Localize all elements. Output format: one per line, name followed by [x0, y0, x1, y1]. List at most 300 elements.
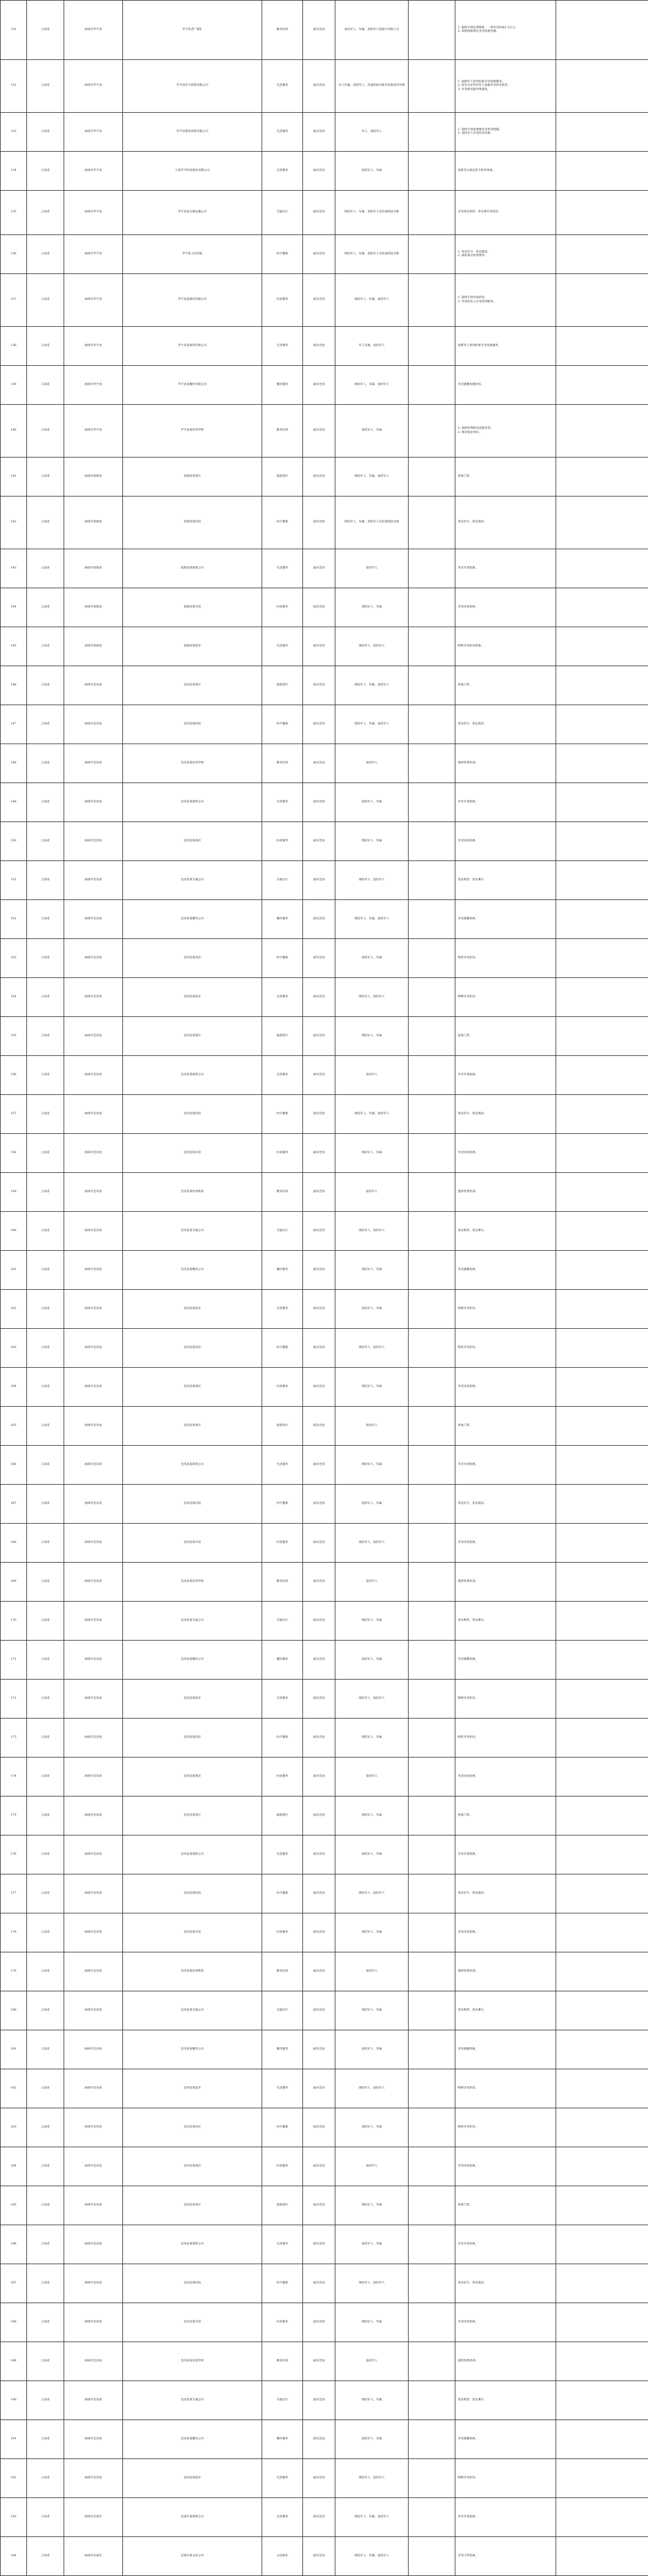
category-cell: 旅游景区 — [262, 458, 303, 496]
category-cell: 餐饮服务 — [262, 2420, 303, 2459]
remark-cell — [556, 327, 648, 366]
count-cell — [409, 496, 455, 549]
policy-cell — [455, 1758, 556, 1796]
policy-cell — [455, 496, 556, 549]
table-row — [1, 152, 648, 191]
target-group-cell: 退役军人 — [335, 1173, 409, 1212]
row-number-cell: 167 — [1, 1485, 27, 1524]
count-cell — [409, 1134, 455, 1173]
policy-cell — [455, 705, 556, 744]
policy-cell — [455, 1719, 556, 1758]
remark-cell — [556, 152, 648, 191]
scope-cell: 面向全国 — [303, 1251, 335, 1290]
policy-cell — [455, 458, 556, 496]
policy-line: 购药享受折扣。 — [458, 2125, 478, 2129]
policy-line: 购物享受折扣。 — [458, 2476, 478, 2479]
province-cell: 云南省 — [27, 2303, 64, 2342]
category-cell: 餐饮服务 — [262, 900, 303, 939]
policy-line: 享受住宿优惠。 — [458, 1774, 478, 1778]
city-cell: 曲靖市会泽县 — [64, 1368, 123, 1407]
table-row — [1, 2498, 648, 2537]
organization-cell: 会泽县某医院 — [123, 705, 262, 744]
target-group-cell: 现役军人、军属、退役军人及其他优抚对象 — [335, 496, 409, 549]
city-cell: 曲靖市会泽县 — [64, 2381, 123, 2420]
table-row — [1, 978, 648, 1017]
city-cell: 曲靖市会泽县 — [64, 1913, 123, 1952]
organization-cell: 罗平县人民医院 — [123, 235, 262, 274]
scope-cell: 面向全国 — [303, 1446, 335, 1485]
policy-line: 享受住宿优惠。 — [458, 2164, 478, 2168]
province-cell: 云南省 — [27, 2030, 64, 2069]
city-cell: 曲靖市会泽县 — [64, 978, 123, 1017]
count-cell — [409, 113, 455, 152]
category-cell: 生活服务 — [262, 1680, 303, 1719]
scope-cell: 面向全国 — [303, 2225, 335, 2264]
province-cell: 云南省 — [27, 1095, 64, 1134]
category-cell: 旅游景区 — [262, 666, 303, 705]
row-number-cell: 184 — [1, 2147, 27, 2186]
row-number-cell: 133 — [1, 113, 27, 152]
policy-line: 提供免费培训。 — [458, 1579, 478, 1583]
policy-cell — [455, 1835, 556, 1874]
province-cell: 云南省 — [27, 1524, 64, 1563]
city-cell: 曲靖市富源县 — [64, 588, 123, 627]
policy-cell — [455, 2147, 556, 2186]
count-cell — [409, 666, 455, 705]
scope-cell: 面向全国 — [303, 2342, 335, 2381]
target-group-cell: 现役军人、军属、退役军人及其他优抚对象 — [335, 191, 409, 235]
count-cell — [409, 60, 455, 113]
count-cell — [409, 822, 455, 861]
target-group-cell: 退役军人 — [335, 1563, 409, 1602]
target-group-cell: 现役军人、军属 — [335, 822, 409, 861]
remark-cell — [556, 1796, 648, 1835]
count-cell — [409, 235, 455, 274]
policy-line: 购药享受折扣。 — [458, 956, 478, 959]
policy-line: 享受就餐优惠。 — [458, 2047, 478, 2051]
province-cell: 云南省 — [27, 2537, 64, 2576]
target-group-cell: 现役军人、军属 — [335, 1251, 409, 1290]
city-cell: 曲靖市会泽县 — [64, 2342, 123, 2381]
organization-cell: 会泽县某药店 — [123, 939, 262, 978]
table-row — [1, 744, 648, 783]
table-row — [1, 274, 648, 327]
policy-cell — [455, 1680, 556, 1719]
city-cell: 曲靖市会泽县 — [64, 1524, 123, 1563]
table-row — [1, 1134, 648, 1173]
province-cell: 云南省 — [27, 2459, 64, 2498]
scope-cell: 面向全国 — [303, 274, 335, 327]
table-row — [1, 588, 648, 627]
remark-cell — [556, 1563, 648, 1602]
organization-cell: 富源县某商贸公司 — [123, 549, 262, 588]
table-row — [1, 2186, 648, 2225]
row-number-cell: 185 — [1, 2186, 27, 2225]
target-group-cell: 现役军人、军属 — [335, 2303, 409, 2342]
organization-cell: 罗平县某商贸有限公司 — [123, 327, 262, 366]
table-row — [1, 2459, 648, 2498]
policy-cell — [455, 549, 556, 588]
policy-line: 购物享受折扣。 — [458, 2086, 478, 2090]
scope-cell: 面向全国 — [303, 1913, 335, 1952]
category-cell: 住宿服务 — [262, 1913, 303, 1952]
city-cell: 曲靖市富源县 — [64, 627, 123, 666]
province-cell: 云南省 — [27, 1329, 64, 1368]
table-row — [1, 1719, 648, 1758]
target-group-cell: 现役军人、军属、退役军人 — [335, 900, 409, 939]
count-cell — [409, 1056, 455, 1095]
table-row — [1, 1485, 648, 1524]
target-group-cell: 退役军人、军属 — [335, 1641, 409, 1680]
province-cell: 云南省 — [27, 327, 64, 366]
policy-line: 享受专项优惠。 — [458, 2515, 478, 2518]
city-cell: 曲靖市罗平县 — [64, 274, 123, 327]
organization-cell: 会泽县某医院 — [123, 1485, 262, 1524]
policy-line: 2. 退役军人享受同等优惠。 — [458, 132, 493, 135]
province-cell: 云南省 — [27, 1134, 64, 1173]
count-cell — [409, 1991, 455, 2030]
province-cell: 云南省 — [27, 2225, 64, 2264]
category-cell: 生活服务 — [262, 549, 303, 588]
province-cell: 云南省 — [27, 60, 64, 113]
city-cell: 曲靖市会泽县 — [64, 1173, 123, 1212]
count-cell — [409, 939, 455, 978]
organization-cell: 宣威市某商贸公司 — [123, 2498, 262, 2537]
scope-cell: 面向全国 — [303, 1641, 335, 1680]
province-cell: 云南省 — [27, 1602, 64, 1641]
city-cell: 曲靖市会泽县 — [64, 1446, 123, 1485]
count-cell — [409, 2342, 455, 2381]
target-group-cell: 现役军人、军属、退役军人 — [335, 366, 409, 405]
count-cell — [409, 2537, 455, 2576]
policy-line: 3. 享受相关服务费减免。 — [458, 88, 491, 91]
organization-cell: 会泽县某宾馆 — [123, 1913, 262, 1952]
category-cell: 交通出行 — [262, 191, 303, 235]
row-number-cell: 131 — [1, 1, 27, 60]
city-cell: 曲靖市会泽县 — [64, 1602, 123, 1641]
remark-cell — [556, 2498, 648, 2537]
city-cell: 曲靖市会泽县 — [64, 1134, 123, 1173]
city-cell: 曲靖市罗平县 — [64, 60, 123, 113]
target-group-cell: 现役军人、军属 — [335, 1017, 409, 1056]
province-cell: 云南省 — [27, 627, 64, 666]
remark-cell — [556, 900, 648, 939]
scope-cell: 面向全国 — [303, 1329, 335, 1368]
row-number-cell: 174 — [1, 1758, 27, 1796]
category-cell: 医疗健康 — [262, 1095, 303, 1134]
organization-cell: 会泽县某商贸公司 — [123, 1835, 262, 1874]
province-cell: 云南省 — [27, 1407, 64, 1446]
city-cell: 曲靖市罗平县 — [64, 405, 123, 458]
remark-cell — [556, 2147, 648, 2186]
policy-line: 享受专项优惠。 — [458, 800, 478, 804]
remark-cell — [556, 939, 648, 978]
policy-line: 2. 减免部分检查费用。 — [458, 254, 488, 257]
province-cell: 云南省 — [27, 1835, 64, 1874]
table-row — [1, 1407, 648, 1446]
target-group-cell: 现役军人、军属 — [335, 1368, 409, 1407]
row-number-cell: 159 — [1, 1173, 27, 1212]
remark-cell — [556, 1758, 648, 1796]
row-number-cell: 155 — [1, 1017, 27, 1056]
policy-line: 1. 提供免费职业技能培训。 — [458, 427, 493, 431]
row-number-cell: 136 — [1, 235, 27, 274]
target-group-cell: 现役军人、军属 — [335, 1796, 409, 1835]
category-cell: 生活服务 — [262, 2069, 303, 2108]
scope-cell: 面向全国 — [303, 1835, 335, 1874]
policy-line: 购药享受折扣。 — [458, 1735, 478, 1739]
category-cell: 生活服务 — [262, 1446, 303, 1485]
remark-cell — [556, 458, 648, 496]
table-row — [1, 2225, 648, 2264]
remark-cell — [556, 744, 648, 783]
remark-cell — [556, 2264, 648, 2303]
organization-cell: 会泽县某景区 — [123, 1017, 262, 1056]
row-number-cell: 164 — [1, 1368, 27, 1407]
category-cell: 生活服务 — [262, 978, 303, 1017]
count-cell — [409, 1641, 455, 1680]
policy-cell — [455, 1173, 556, 1212]
count-cell — [409, 1368, 455, 1407]
organization-cell: 会泽县某药店 — [123, 1719, 262, 1758]
table-row — [1, 366, 648, 405]
target-group-cell: 现役军人、退役军人 — [335, 1874, 409, 1913]
organization-cell: 会泽县某宾馆 — [123, 2303, 262, 2342]
count-cell — [409, 458, 455, 496]
count-cell — [409, 2381, 455, 2420]
city-cell: 曲靖市罗平县 — [64, 152, 123, 191]
organization-cell: 罗平县某酒店有限公司 — [123, 274, 262, 327]
organization-cell: 会泽县某培训机构 — [123, 1952, 262, 1991]
province-cell: 云南省 — [27, 1758, 64, 1796]
policy-cell — [455, 900, 556, 939]
remark-cell — [556, 666, 648, 705]
city-cell: 曲靖市会泽县 — [64, 783, 123, 822]
city-cell: 曲靖市富源县 — [64, 458, 123, 496]
table-row — [1, 60, 648, 113]
policy-line: 免收门票。 — [458, 1813, 472, 1817]
policy-line: 免收门票。 — [458, 1424, 472, 1427]
organization-cell: 会泽县某培训学校 — [123, 744, 262, 783]
scope-cell: 面向全国 — [303, 1563, 335, 1602]
remark-cell — [556, 2537, 648, 2576]
city-cell: 曲靖市会泽县 — [64, 2030, 123, 2069]
province-cell: 云南省 — [27, 1368, 64, 1407]
scope-cell: 面向全国 — [303, 2381, 335, 2420]
row-number-cell: 178 — [1, 1913, 27, 1952]
target-group-cell: 退役军人 — [335, 744, 409, 783]
row-number-cell: 157 — [1, 1095, 27, 1134]
table-row — [1, 900, 648, 939]
policy-cell — [455, 2420, 556, 2459]
count-cell — [409, 2303, 455, 2342]
table-row — [1, 2381, 648, 2420]
province-cell: 云南省 — [27, 235, 64, 274]
policy-cell — [455, 1446, 556, 1485]
count-cell — [409, 2225, 455, 2264]
organization-cell: 会泽县某餐饮公司 — [123, 900, 262, 939]
table-row — [1, 1, 648, 60]
organization-cell: 会泽县某商贸公司 — [123, 783, 262, 822]
city-cell: 曲靖市会泽县 — [64, 2147, 123, 2186]
province-cell: 云南省 — [27, 1, 64, 60]
organization-cell: 宣威市某文化公司 — [123, 2537, 262, 2576]
category-cell: 医疗健康 — [262, 2264, 303, 2303]
province-cell: 云南省 — [27, 458, 64, 496]
target-group-cell: 现役军人、退役军人 — [335, 1329, 409, 1368]
row-number-cell: 135 — [1, 191, 27, 235]
remark-cell — [556, 1485, 648, 1524]
row-number-cell: 175 — [1, 1796, 27, 1835]
count-cell — [409, 1212, 455, 1251]
count-cell — [409, 1913, 455, 1952]
target-group-cell: 现役军人、军属 — [335, 1719, 409, 1758]
scope-cell: 面向全国 — [303, 783, 335, 822]
organization-cell: 罗平县某餐饮有限公司 — [123, 366, 262, 405]
policy-cell — [455, 2381, 556, 2420]
scope-cell: 面向全国 — [303, 2030, 335, 2069]
remark-cell — [556, 366, 648, 405]
remark-cell — [556, 1913, 648, 1952]
policy-line: 优先挂号、优先就诊。 — [458, 1112, 487, 1115]
row-number-cell: 154 — [1, 978, 27, 1017]
province-cell: 云南省 — [27, 2381, 64, 2420]
count-cell — [409, 1173, 455, 1212]
row-number-cell: 143 — [1, 549, 27, 588]
organization-cell: 罗平县乐天商贸有限公司 — [123, 60, 262, 113]
remark-cell — [556, 1680, 648, 1719]
policy-line: 2. 推荐就业岗位。 — [458, 431, 482, 434]
row-number-cell: 141 — [1, 458, 27, 496]
count-cell — [409, 274, 455, 327]
city-cell: 曲靖市会泽县 — [64, 1952, 123, 1991]
table-row — [1, 191, 648, 235]
organization-cell: 富源县某景区 — [123, 458, 262, 496]
target-group-cell: 退役军人、军属 — [335, 2420, 409, 2459]
organization-cell: 会泽县某宾馆 — [123, 1524, 262, 1563]
city-cell: 曲靖市会泽县 — [64, 822, 123, 861]
province-cell: 云南省 — [27, 366, 64, 405]
category-cell: 住宿服务 — [262, 274, 303, 327]
row-number-cell: 171 — [1, 1641, 27, 1680]
province-cell: 云南省 — [27, 1991, 64, 2030]
category-cell: 旅游景区 — [262, 1796, 303, 1835]
organization-cell: 会泽县某餐饮公司 — [123, 2420, 262, 2459]
table-row — [1, 1835, 648, 1874]
scope-cell: 面向全国 — [303, 1134, 335, 1173]
row-number-cell: 158 — [1, 1134, 27, 1173]
target-group-cell: 退役军人 — [335, 2342, 409, 2381]
count-cell — [409, 549, 455, 588]
category-cell: 餐饮服务 — [262, 1251, 303, 1290]
remark-cell — [556, 1446, 648, 1485]
policy-line: 优先挂号、优先就诊。 — [458, 722, 487, 726]
target-group-cell: 现役军人、退役军人 — [335, 861, 409, 900]
scope-cell: 面向全国 — [303, 1212, 335, 1251]
target-group-cell: 退役军人 — [335, 1952, 409, 1991]
organization-cell: 会泽县某景区 — [123, 1796, 262, 1835]
policy-line: 免收门票。 — [458, 683, 472, 687]
policy-cell — [455, 1524, 556, 1563]
table-row — [1, 1251, 648, 1290]
province-cell: 云南省 — [27, 191, 64, 235]
count-cell — [409, 783, 455, 822]
policy-line: 1. 提供专项住宿折扣。 — [458, 296, 488, 300]
row-number-cell: 152 — [1, 900, 27, 939]
policy-line: 提供免费培训。 — [458, 1190, 478, 1193]
row-number-cell: 137 — [1, 274, 27, 327]
policy-cell — [455, 2069, 556, 2108]
city-cell: 曲靖市富源县 — [64, 549, 123, 588]
table-row — [1, 2069, 648, 2108]
organization-cell: 会泽县某医院 — [123, 1095, 262, 1134]
row-number-cell: 162 — [1, 1290, 27, 1329]
policy-line: 购药享受折扣。 — [458, 1346, 478, 1349]
remark-cell — [556, 1290, 648, 1329]
table-row — [1, 1991, 648, 2030]
remark-cell — [556, 191, 648, 235]
remark-cell — [556, 496, 648, 549]
policy-line: 享受专项优惠。 — [458, 1462, 478, 1466]
table-row — [1, 327, 648, 366]
organization-cell: 会泽县某超市 — [123, 1680, 262, 1719]
target-group-cell: 退役军人、军属 — [335, 152, 409, 191]
remark-cell — [556, 1407, 648, 1446]
remark-cell — [556, 2459, 648, 2498]
city-cell: 曲靖市会泽县 — [64, 1290, 123, 1329]
city-cell: 曲靖市会泽县 — [64, 861, 123, 900]
count-cell — [409, 1290, 455, 1329]
table-row — [1, 405, 648, 458]
table-row — [1, 1563, 648, 1602]
remark-cell — [556, 1952, 648, 1991]
policy-line: 享受住宿优惠。 — [458, 1930, 478, 1934]
city-cell: 曲靖市会泽县 — [64, 2186, 123, 2225]
table-row — [1, 496, 648, 549]
policy-line: 免收门票。 — [458, 1034, 472, 1037]
category-cell: 医疗健康 — [262, 705, 303, 744]
policy-cell — [455, 744, 556, 783]
organization-cell: 会泽县某超市 — [123, 2069, 262, 2108]
remark-cell — [556, 1368, 648, 1407]
remark-cell — [556, 783, 648, 822]
policy-line: 优先购票、优先乘车。 — [458, 1229, 487, 1232]
category-cell: 交通出行 — [262, 1602, 303, 1641]
policy-line: 享受住宿优惠。 — [458, 605, 478, 609]
city-cell: 曲靖市罗平县 — [64, 327, 123, 366]
province-cell: 云南省 — [27, 2108, 64, 2147]
scope-cell: 面向全国 — [303, 666, 335, 705]
policy-cell — [455, 1017, 556, 1056]
organization-cell: 罗平县某培训学校 — [123, 405, 262, 458]
policy-cell — [455, 1056, 556, 1095]
policy-cell — [455, 235, 556, 274]
row-number-cell: 144 — [1, 588, 27, 627]
category-cell: 医疗健康 — [262, 2108, 303, 2147]
province-cell: 云南省 — [27, 978, 64, 1017]
policy-line: 提供免费培训。 — [458, 761, 478, 765]
target-group-cell: 现役军人、军属、退役军人 — [335, 274, 409, 327]
target-group-cell: 现役军人、军属、退役军人 — [335, 705, 409, 744]
scope-cell: 面向全国 — [303, 1, 335, 60]
table-row — [1, 1796, 648, 1835]
organization-cell: 会泽县某酒店 — [123, 822, 262, 861]
target-group-cell: 现役军人、军属、退役军人 — [335, 1095, 409, 1134]
row-number-cell: 148 — [1, 744, 27, 783]
count-cell — [409, 900, 455, 939]
count-cell — [409, 2069, 455, 2108]
city-cell: 曲靖市富源县 — [64, 496, 123, 549]
